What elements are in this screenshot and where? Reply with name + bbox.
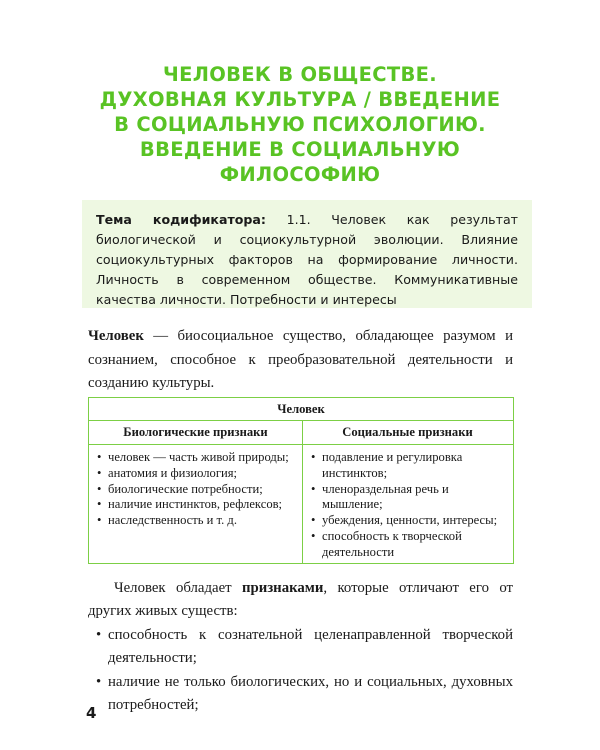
table-body-row <box>89 445 513 563</box>
intro-text-after: , которые отличают его от других живых существ: <box>88 580 513 619</box>
list-item: • способность к творческой деятельности <box>311 529 506 561</box>
list-item: • наследственность и т. д. <box>97 513 296 529</box>
list-item: • убеждения, ценности, интересы; <box>311 513 506 529</box>
traits-paragraph <box>88 577 513 717</box>
list-item: • наличие инстинктов, рефлексов; <box>97 497 296 513</box>
list-item: • членораздельная речь и мышление; <box>311 482 506 514</box>
list-item: • анатомия и физиология; <box>97 466 296 482</box>
list-item: • подавление и регулировка инстинктов; <box>311 450 506 482</box>
traits-intro <box>88 577 513 623</box>
table-title: Человек <box>89 398 513 421</box>
intro-bold: признаками <box>241 580 324 596</box>
definition-text: — биосоциальное существо, обладающее разумом и сознанием, способное к преобразовательной деятельности и созданию культуры. <box>88 328 513 391</box>
column-header-social: Социальные признаки <box>342 425 473 439</box>
intro-text-before: Человек обладает <box>114 580 242 596</box>
topic-text: 1.1. Человек как результат биологической и социокультурной эволюции. Влияние социокультурных факторов на формирование личности. Личность в современном обществе. Коммуникативные качества личности. Потребности и интересы <box>96 212 518 307</box>
list-item: • наличие не только биологических, но и социальных, духовных потребностей; <box>88 671 513 717</box>
social-list <box>303 445 512 561</box>
traits-list <box>88 624 513 717</box>
column-header-biological: Биологические признаки <box>89 421 303 444</box>
list-item: • способность к сознательной целенаправленной творческой деятельности; <box>88 624 513 670</box>
title-line: ФИЛОСОФИЮ <box>219 163 381 186</box>
chapter-title <box>60 62 540 187</box>
list-item: • биологические потребности; <box>97 482 296 498</box>
list-item: • человек — часть живой природы; <box>97 450 296 466</box>
biological-column <box>89 445 303 563</box>
social-column <box>303 445 512 563</box>
definition-paragraph <box>88 325 513 396</box>
codifier-topic-box <box>82 200 532 308</box>
title-line: ЧЕЛОВЕК В ОБЩЕСТВЕ. <box>163 63 437 86</box>
title-line: ВВЕДЕНИЕ В СОЦИАЛЬНУЮ <box>139 138 461 161</box>
table-header-row <box>89 421 513 445</box>
human-traits-table <box>88 397 514 564</box>
topic-label: Тема кодификатора: <box>96 212 266 227</box>
definition-term: Человек <box>88 328 144 344</box>
title-line: В СОЦИАЛЬНУЮ ПСИХОЛОГИЮ. <box>114 113 486 136</box>
biological-list <box>89 445 302 529</box>
title-line: ДУХОВНАЯ КУЛЬТУРА / ВВЕДЕНИЕ <box>99 88 501 111</box>
page-number: 4 <box>86 704 97 722</box>
